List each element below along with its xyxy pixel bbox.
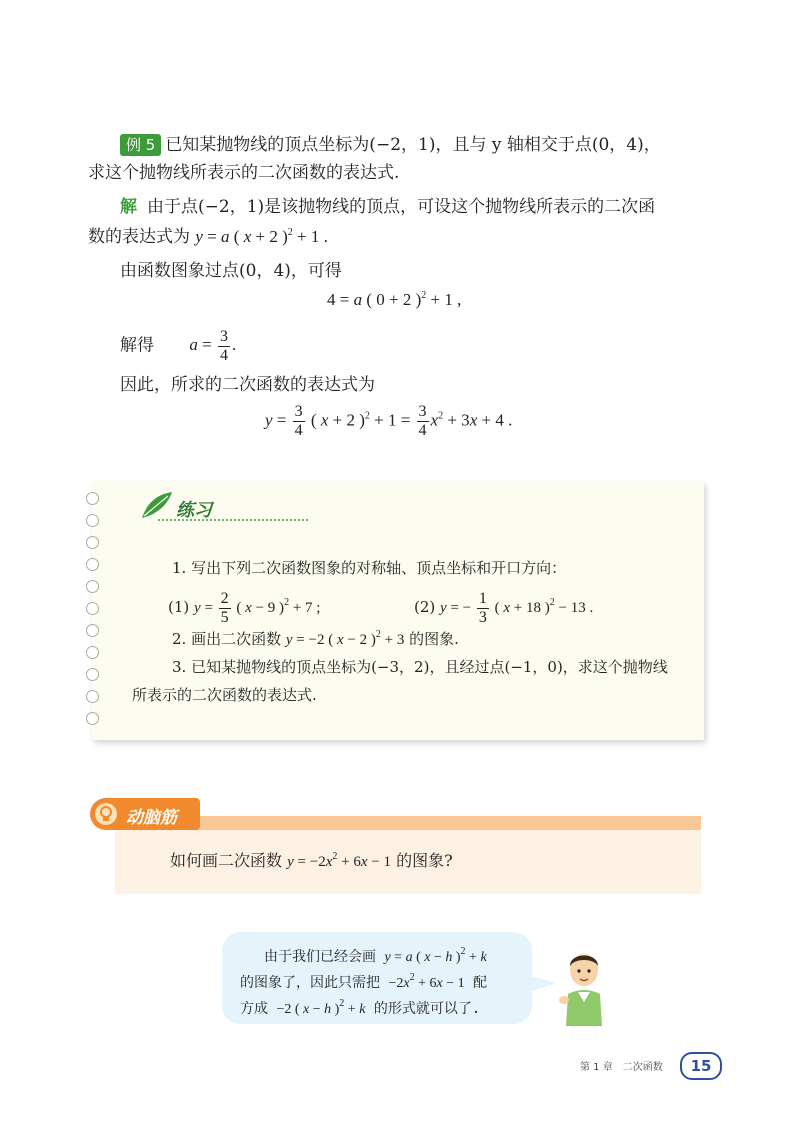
- think-header-bar: [115, 816, 701, 830]
- exercise-q1b: (2) y = − $\frac{1}{3}$ ( x + 18 )$^2$ − 13 .: [414, 590, 594, 626]
- example-line-2: 求这个抛物线所表示的二次函数的表达式.: [88, 163, 400, 183]
- solution-line-1: 解 由于点(−2，1)是该抛物线的顶点，可设这个抛物线所表示的二次函: [120, 197, 656, 217]
- substitution-equation: 4 = a ( 0 + 2 )$^2$ + 1 ,: [327, 290, 462, 309]
- binder-ring: [86, 690, 99, 703]
- exercise-title: 练习: [176, 500, 212, 521]
- solve-line: 解得 a = $\frac{3}{4}$ .: [120, 328, 237, 364]
- page-number: 15: [690, 1057, 712, 1075]
- page-number-badge: [680, 1052, 722, 1080]
- binder-ring: [86, 646, 99, 659]
- exercise-q1a: (1) y = $\frac{2}{5}$ ( x − 9 )$^2$ + 7 ;: [168, 590, 321, 626]
- binder-ring: [86, 536, 99, 549]
- final-expression: y = $\frac{3}{4}$ ( x + 2 )$^2$ + 1 = $\frac{3}{4}$ $x^2 + 3x + 4$ .: [265, 403, 513, 439]
- solution-line-2: 数的表达式为 y = a ( x + 2 )$^2$ + 1 .: [88, 227, 328, 247]
- solution-line-3: 由函数图象过点(0，4)，可得: [120, 261, 342, 281]
- binder-ring: [86, 668, 99, 681]
- think-title: 动脑筋: [126, 808, 177, 828]
- vertex-form-formula: y = a ( x + 2 )$^2$ + 1 .: [195, 227, 328, 246]
- binder-ring: [86, 514, 99, 527]
- binder-ring: [86, 624, 99, 637]
- binder-ring: [86, 558, 99, 571]
- bubble-line-3: 方成 −2 ( x − h )$^2$ + k 的形式就可以了.: [240, 998, 481, 1017]
- example-badge: 例 5: [120, 134, 161, 156]
- think-question: 如何画二次函数 $y = -2x^2 + 6x - 1$ 的图象?: [170, 851, 453, 870]
- solution-label: 解: [120, 197, 137, 217]
- exercise-q2: 2. 画出二次函数 y = −2 ( x − 2 )$^2$ + 3 的图象.: [172, 629, 459, 648]
- leaf-icon: [138, 490, 318, 522]
- think-tab: [90, 798, 200, 830]
- exercise-q1: 1. 写出下列二次函数图象的对称轴、顶点坐标和开口方向：: [172, 559, 567, 577]
- bubble-line-2: 的图象了，因此只需把 $-2x^2 + 6x - 1$ 配: [240, 972, 488, 991]
- binder-ring: [86, 492, 99, 505]
- therefore-line: 因此，所求的二次函数的表达式为: [120, 375, 375, 395]
- exercise-q3-line1: 3. 已知某抛物线的顶点坐标为(−3，2)，且经过点(−1，0)，求这个抛物线: [172, 658, 668, 676]
- bubble-tail: [528, 975, 558, 995]
- footer-chapter: 第 1 章 二次函数: [580, 1062, 663, 1073]
- lightbulb-icon: [94, 802, 118, 826]
- bubble-line-1: 由于我们已经会画 y = a ( x − h )$^2$ + k: [264, 946, 487, 965]
- example-line-1: 例 5 已知某抛物线的顶点坐标为(−2，1)，且与 y 轴相交于点(0，4)，: [120, 132, 661, 158]
- exercise-card: [92, 482, 704, 740]
- binder-ring: [86, 712, 99, 725]
- student-character-icon: [558, 950, 610, 1026]
- binder-ring: [86, 602, 99, 615]
- exercise-q3-line2: 所表示的二次函数的表达式.: [132, 686, 317, 704]
- binder-ring: [86, 580, 99, 593]
- a-value: a = $\frac{3}{4}$ .: [189, 328, 237, 364]
